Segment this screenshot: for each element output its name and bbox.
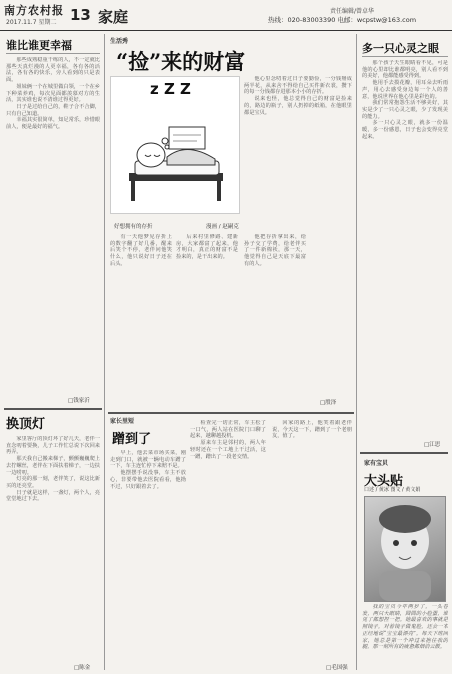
paragraph: 日子就是这样，一盏灯，两个人，亮堂堂地过下去。 <box>6 489 100 503</box>
baby-photo <box>364 496 446 602</box>
paragraph: 幸福其实很简单，知足常乐，珍惜眼前人，便是最好的福气。 <box>6 117 100 131</box>
paragraph: 他用手去摸花瓣，用耳朵去听雨声，用心去感受身边每一个人的善意，他说世界在他心里是彩色的。 <box>362 80 448 100</box>
bankbook-dream <box>169 127 205 149</box>
issue-date: 2017.11.7 星期二 <box>6 19 57 26</box>
paragraph: 多一只心灵之眼，就多一份温暖，多一份感恩，日子也会变得亮堂起来。 <box>362 120 448 140</box>
column-divider <box>104 34 105 670</box>
paragraph: 说来也怪，他总觉得自己的财富是捡来的，路边的瓶子，别人扔掉的纸箱，在他眼里都是宝贝。 <box>244 96 352 116</box>
article-title: 谁比谁更幸福 <box>6 39 72 52</box>
feature-body-col1 <box>110 234 172 404</box>
article-body-col2 <box>190 420 266 662</box>
section-separator <box>4 408 102 410</box>
paragraph: 那天我自己搬来梯子，颤颤巍巍爬上去拧螺丝，老伴在下面扶着梯子，一边扶一边唠叨。 <box>6 456 100 476</box>
contact-info: 热线：020-83003390 电邮：wcpstw@163.com <box>268 16 417 24</box>
paragraph: 姐妹俩一个在城里做白领，一个在乡下种菜养鸡，每次见面都羡慕对方的生活，其实谁也说不清谁过得更好。 <box>6 83 100 104</box>
paragraph: 那个孩子天生眼睛看不见，可是他的心里却比谁都明亮，别人看不到的美好，他都能感受得到。 <box>362 60 448 80</box>
article-title: 换顶灯 <box>6 417 46 432</box>
article-body-col3 <box>272 420 352 662</box>
paragraph: 原来车主是邻村的，两人年轻时还在一个工地上干过活，这一蹭，蹭出了一段老交情。 <box>190 440 266 460</box>
paragraph: 我们常常抱怨生活不够美好，其实是少了一只心灵之眼，少了发现美的能力。 <box>362 100 448 120</box>
article-body <box>6 436 100 662</box>
feature-title: “捡”来的财富 <box>116 49 246 74</box>
page-number: 13 <box>70 6 91 24</box>
paragraph: 他把存折拿出来，给孙子交了学费，给老伴买了一件新棉袄，那一天，他觉得自己是天底下最富有的人。 <box>244 234 306 267</box>
article-body <box>362 60 448 438</box>
paragraph: 日子是过给自己的，鞋子合不合脚，只有自己知道。 <box>6 103 100 117</box>
illustrator-credit: 漫画 / 赵嗣克 <box>206 224 239 230</box>
byline: □陈金 <box>74 665 91 671</box>
paragraph: 检查完一切正常，车主松了一口气，两人站在医院门口聊了起来，越聊越投机。 <box>190 420 266 440</box>
paragraph: 早上，他去菜市场买菜，刚走到门口，就被一辆电动车蹭了一下，车主连忙停下来赔不是。 <box>110 450 186 470</box>
baby-portrait-image <box>365 497 445 601</box>
article-body-col1 <box>110 450 186 662</box>
article-body <box>362 604 448 670</box>
paragraph: 他摆摆手说没事，车主不放心，非要带他去医院看看，他拗不过，只好跟着去了。 <box>110 470 186 490</box>
title-rule <box>362 56 448 57</box>
byline: □钱家沂 <box>68 398 90 404</box>
feature-body-col2 <box>176 234 238 404</box>
paragraph: 那些成熟稳重干练的人，不一定就比那些天真烂漫的人更幸福，各有各的活法，各有各的快乐，旁人看到的只是表面。 <box>6 57 100 84</box>
article-title: 大头贴 <box>364 474 404 489</box>
paragraph: 有一天他梦见存折上的数字翻了好几番，醒来后笑个不停，老伴问他笑什么，他只说好日子还在后头。 <box>110 234 172 267</box>
column-tag: 家有宝贝 <box>364 460 389 467</box>
article-title: 蹭到了 <box>112 432 152 447</box>
newspaper-logo: 南方农村报 <box>4 4 64 17</box>
feature-body-col3 <box>244 234 306 404</box>
column-divider <box>356 34 357 670</box>
byline: □江思 <box>424 442 441 448</box>
column-tag: 家长里短 <box>110 418 135 425</box>
paragraph: 他心里念叨着过日子要勤俭，一分钱掰成两半花，从来舍不得给自己买件新衣裳，攒下的每一分钱都存进那本小小的存折。 <box>244 76 352 96</box>
section-separator <box>108 412 354 414</box>
column-tag: 生活秀 <box>110 38 129 45</box>
byline: □殷泽 <box>320 400 337 406</box>
byline: □毛国强 <box>326 665 348 671</box>
section-separator <box>360 452 448 454</box>
paragraph: 后来村里修路、建新房，大家都富了起来，他才明白，真正的财富不是捡来的，是干出来的。 <box>176 234 238 261</box>
article-title: 多一只心灵之眼 <box>362 42 439 55</box>
paragraph: 回家的路上，他笑着跟老伴说，今天这一下，蹭到了一个老朋友，值了。 <box>272 420 352 440</box>
paragraph: 家里客厅的顶灯坏了好几天，老伴一直念叨着要换，儿子工作忙总说下次回来再弄。 <box>6 436 100 456</box>
article-credit: 口述 / 黄冰 图文 / 黄文娟 <box>364 487 421 493</box>
paragraph: 灯亮的那一刻，老伴笑了，说这比新买的还亮堂。 <box>6 476 100 489</box>
paragraph: 我的宝贝今年两岁了，一头卷发，两只大眼睛，圆圆的小脸蛋，谁见了都想捏一把。她最喜欢的事就是照镜子，对着镜子做鬼脸，还会一本正经地说“宝宝最漂亮”。每天下班回家，她总是第一个冲过来抱住我的腿，那一刻所有的疲惫都烟消云散。 <box>362 604 448 651</box>
illustration-caption: 好想拥有的存折 <box>114 224 153 230</box>
title-rule <box>6 53 100 54</box>
zzz-icon: z Z Z <box>150 80 191 98</box>
article-body <box>6 57 100 395</box>
editor-credit: 责任编辑/曾卓华 <box>330 8 375 15</box>
section-title: 家庭 <box>98 8 129 26</box>
